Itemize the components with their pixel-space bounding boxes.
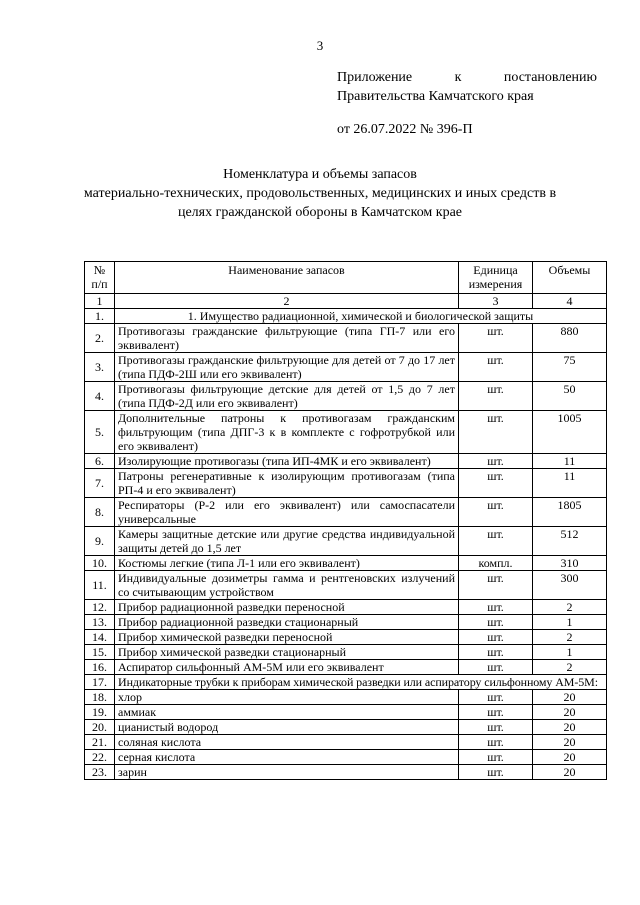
row-volume: 1 <box>533 645 607 660</box>
row-name: Аспиратор сильфонный АМ-5М или его эквивалент <box>115 660 459 675</box>
appendix-line1 <box>337 68 597 87</box>
row-name: Костюмы легкие (типа Л-1 или его эквивалент) <box>115 556 459 571</box>
section-row <box>85 309 607 324</box>
appendix-word-2: к <box>454 70 462 85</box>
column-index: 2 <box>115 294 459 309</box>
row-unit: шт. <box>459 324 533 353</box>
row-unit: шт. <box>459 615 533 630</box>
row-volume: 20 <box>533 705 607 720</box>
row-unit: шт. <box>459 765 533 780</box>
row-unit: шт. <box>459 705 533 720</box>
row-name: Камеры защитные детские или другие средства индивидуальной защиты детей до 1,5 лет <box>115 527 459 556</box>
row-name: Прибор химической разведки стационарный <box>115 645 459 660</box>
row-name: серная кислота <box>115 750 459 765</box>
row-name: аммиак <box>115 705 459 720</box>
table-row <box>85 630 607 645</box>
row-unit: шт. <box>459 411 533 454</box>
row-number: 15. <box>85 645 115 660</box>
header-unit: Единица измерения <box>459 262 533 294</box>
column-index: 1 <box>85 294 115 309</box>
row-number: 19. <box>85 705 115 720</box>
header-num: № п/п <box>85 262 115 294</box>
row-volume: 20 <box>533 690 607 705</box>
row-number: 12. <box>85 600 115 615</box>
row-number: 3. <box>85 353 115 382</box>
table-row <box>85 411 607 454</box>
row-number: 1. <box>85 309 115 324</box>
row-volume: 512 <box>533 527 607 556</box>
row-volume: 20 <box>533 735 607 750</box>
row-unit: шт. <box>459 353 533 382</box>
row-name: Противогазы гражданские фильтрующие (типа ГП-7 или его эквивалент) <box>115 324 459 353</box>
row-number: 8. <box>85 498 115 527</box>
row-number: 22. <box>85 750 115 765</box>
row-name: Противогазы фильтрующие детские для детей от 1,5 до 7 лет (типа ПДФ-2Д или его эквивалент) <box>115 382 459 411</box>
row-unit: шт. <box>459 527 533 556</box>
column-index: 4 <box>533 294 607 309</box>
row-unit: шт. <box>459 469 533 498</box>
row-volume: 880 <box>533 324 607 353</box>
table-row <box>85 660 607 675</box>
header-volume: Объемы <box>533 262 607 294</box>
section-title: Индикаторные трубки к приборам химической разведки или аспиратору сильфонному АМ-5М: <box>115 675 607 690</box>
table-row <box>85 324 607 353</box>
row-volume: 2 <box>533 630 607 645</box>
table-row <box>85 353 607 382</box>
table-row <box>85 735 607 750</box>
table-row <box>85 615 607 630</box>
row-volume: 11 <box>533 454 607 469</box>
row-unit: шт. <box>459 630 533 645</box>
title-line-2: материально-технических, продовольственных, медицинских и иных средств в <box>83 186 557 201</box>
table-row <box>85 571 607 600</box>
row-unit: шт. <box>459 720 533 735</box>
appendix-block <box>337 68 597 139</box>
row-unit: шт. <box>459 735 533 750</box>
appendix-line2: Правительства Камчатского края <box>337 89 534 104</box>
row-number: 9. <box>85 527 115 556</box>
row-name: Противогазы гражданские фильтрующие для детей от 7 до 17 лет (типа ПДФ-2Ш или его эквивалент) <box>115 353 459 382</box>
row-name: Прибор радиационной разведки переносной <box>115 600 459 615</box>
row-number: 16. <box>85 660 115 675</box>
column-index-row <box>85 294 607 309</box>
row-unit: шт. <box>459 571 533 600</box>
table-row <box>85 705 607 720</box>
row-name: цианистый водород <box>115 720 459 735</box>
row-unit: шт. <box>459 454 533 469</box>
row-volume: 20 <box>533 720 607 735</box>
table-row <box>85 527 607 556</box>
row-number: 2. <box>85 324 115 353</box>
table-row <box>85 750 607 765</box>
row-name: Прибор химической разведки переносной <box>115 630 459 645</box>
table-row <box>85 600 607 615</box>
row-number: 14. <box>85 630 115 645</box>
page-number: 3 <box>316 38 324 53</box>
row-number: 20. <box>85 720 115 735</box>
row-volume: 50 <box>533 382 607 411</box>
row-number: 6. <box>85 454 115 469</box>
appendix-date: от 26.07.2022 № 396-П <box>337 122 473 137</box>
table-row <box>85 720 607 735</box>
row-volume: 11 <box>533 469 607 498</box>
row-volume: 2 <box>533 600 607 615</box>
row-volume: 2 <box>533 660 607 675</box>
appendix-word-1: Приложение <box>337 70 413 85</box>
row-unit: шт. <box>459 600 533 615</box>
table-header-row <box>85 262 607 294</box>
row-name: Индивидуальные дозиметры гамма и рентгеновских излучений со считывающим устройством <box>115 571 459 600</box>
row-number: 11. <box>85 571 115 600</box>
table-row <box>85 690 607 705</box>
section-title: 1. Имущество радиационной, химической и биологической защиты <box>115 309 607 324</box>
row-unit: шт. <box>459 690 533 705</box>
row-name: Изолирующие противогазы (типа ИП-4МК и его эквивалент) <box>115 454 459 469</box>
row-name: Дополнительные патроны к противогазам гражданским фильтрующим (типа ДПГ-3 к в комплекте с гофротрубкой или его эквивалент) <box>115 411 459 454</box>
row-volume: 75 <box>533 353 607 382</box>
header-name: Наименование запасов <box>115 262 459 294</box>
table-row <box>85 556 607 571</box>
row-number: 10. <box>85 556 115 571</box>
row-unit: шт. <box>459 750 533 765</box>
table-row <box>85 645 607 660</box>
row-volume: 20 <box>533 765 607 780</box>
table-row <box>85 469 607 498</box>
row-number: 7. <box>85 469 115 498</box>
title-line-1: Номенклатура и объемы запасов <box>223 167 417 182</box>
appendix-word-3: постановлению <box>503 70 597 85</box>
row-volume: 1 <box>533 615 607 630</box>
row-volume: 310 <box>533 556 607 571</box>
row-volume: 300 <box>533 571 607 600</box>
table-row <box>85 382 607 411</box>
row-unit: шт. <box>459 660 533 675</box>
section-row <box>85 675 607 690</box>
row-number: 5. <box>85 411 115 454</box>
table-row <box>85 765 607 780</box>
row-unit: шт. <box>459 382 533 411</box>
row-name: Патроны регенеративные к изолирующим противогазам (типа РП-4 и его эквивалент) <box>115 469 459 498</box>
row-number: 4. <box>85 382 115 411</box>
row-name: соляная кислота <box>115 735 459 750</box>
row-volume: 20 <box>533 750 607 765</box>
row-volume: 1005 <box>533 411 607 454</box>
row-number: 18. <box>85 690 115 705</box>
row-unit: шт. <box>459 498 533 527</box>
row-name: Респираторы (Р-2 или его эквивалент) или самоспасатели универсальные <box>115 498 459 527</box>
row-name: Прибор радиационной разведки стационарный <box>115 615 459 630</box>
row-unit: компл. <box>459 556 533 571</box>
document-title <box>70 165 570 222</box>
table-row <box>85 454 607 469</box>
row-name: зарин <box>115 765 459 780</box>
row-number: 21. <box>85 735 115 750</box>
row-name: хлор <box>115 690 459 705</box>
row-number: 17. <box>85 675 115 690</box>
row-number: 13. <box>85 615 115 630</box>
row-unit: шт. <box>459 645 533 660</box>
nomenclature-table <box>84 261 607 780</box>
column-index: 3 <box>459 294 533 309</box>
row-number: 23. <box>85 765 115 780</box>
row-volume: 1805 <box>533 498 607 527</box>
table-row <box>85 498 607 527</box>
title-line-3: целях гражданской обороны в Камчатском крае <box>177 205 463 220</box>
